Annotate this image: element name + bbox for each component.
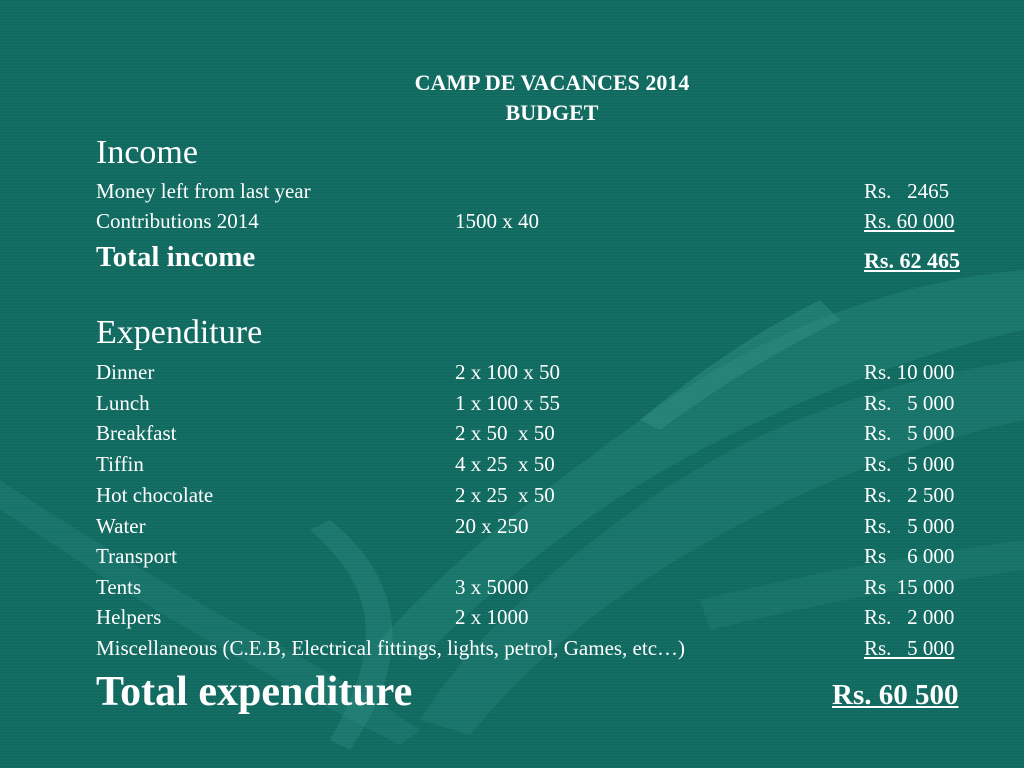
expenditure-item-calc: 1 x 100 x 55 bbox=[455, 391, 560, 415]
expenditure-item-label: Lunch bbox=[96, 391, 150, 415]
expenditure-item-amount: Rs 15 000 bbox=[864, 575, 955, 599]
expenditure-item-calc: 2 x 1000 bbox=[455, 605, 529, 629]
income-item-calc: 1500 x 40 bbox=[455, 209, 539, 233]
expenditure-item-amount: Rs. 2 500 bbox=[864, 483, 955, 507]
expenditure-heading: Expenditure bbox=[96, 314, 263, 351]
total-expenditure-label: Total expenditure bbox=[96, 669, 413, 715]
expenditure-item-amount: Rs. 5 000 bbox=[864, 514, 955, 538]
expenditure-item-calc: 2 x 50 x 50 bbox=[455, 421, 555, 445]
expenditure-item-calc: 4 x 25 x 50 bbox=[455, 452, 555, 476]
expenditure-item-amount: Rs. 2 000 bbox=[864, 605, 955, 629]
title-line-1: CAMP DE VACANCES 2014 bbox=[414, 70, 690, 95]
expenditure-item-label: Breakfast bbox=[96, 421, 177, 445]
expenditure-item-label: Tents bbox=[96, 575, 142, 599]
expenditure-item-amount: Rs. 5 000 bbox=[864, 421, 955, 445]
expenditure-item-label: Transport bbox=[96, 544, 177, 568]
expenditure-item-calc: 20 x 250 bbox=[455, 514, 529, 538]
total-income-label: Total income bbox=[96, 241, 256, 273]
expenditure-item-label: Hot chocolate bbox=[96, 483, 214, 507]
expenditure-item-calc: 2 x 25 x 50 bbox=[455, 483, 555, 507]
income-heading: Income bbox=[96, 134, 198, 171]
expenditure-item-calc: 3 x 5000 bbox=[455, 575, 529, 599]
income-item-label: Money left from last year bbox=[96, 179, 311, 203]
income-item-amount: Rs. 2465 bbox=[864, 179, 950, 203]
expenditure-item-label: Dinner bbox=[96, 360, 155, 384]
expenditure-item-label: Tiffin bbox=[96, 452, 144, 476]
expenditure-item-label: Miscellaneous (C.E.B, Electrical fittings, lights, petrol, Games, etc…) bbox=[96, 636, 686, 660]
expenditure-item-calc: 2 x 100 x 50 bbox=[455, 360, 560, 384]
total-expenditure-amount: Rs. 60 500 bbox=[832, 679, 959, 711]
expenditure-item-amount: Rs. 5 000 bbox=[864, 391, 955, 415]
expenditure-item-amount: Rs. 5 000 bbox=[864, 452, 955, 476]
expenditure-item-label: Water bbox=[96, 514, 146, 538]
income-item-label: Contributions 2014 bbox=[96, 209, 259, 233]
expenditure-item-amount: Rs. 10 000 bbox=[864, 360, 955, 384]
income-item-amount: Rs. 60 000 bbox=[864, 209, 955, 233]
expenditure-item-amount: Rs. 5 000 bbox=[864, 636, 955, 660]
expenditure-item-label: Helpers bbox=[96, 605, 162, 629]
title-line-2: BUDGET bbox=[505, 100, 599, 125]
expenditure-item-amount: Rs 6 000 bbox=[864, 544, 955, 568]
total-income-amount: Rs. 62 465 bbox=[864, 248, 960, 273]
